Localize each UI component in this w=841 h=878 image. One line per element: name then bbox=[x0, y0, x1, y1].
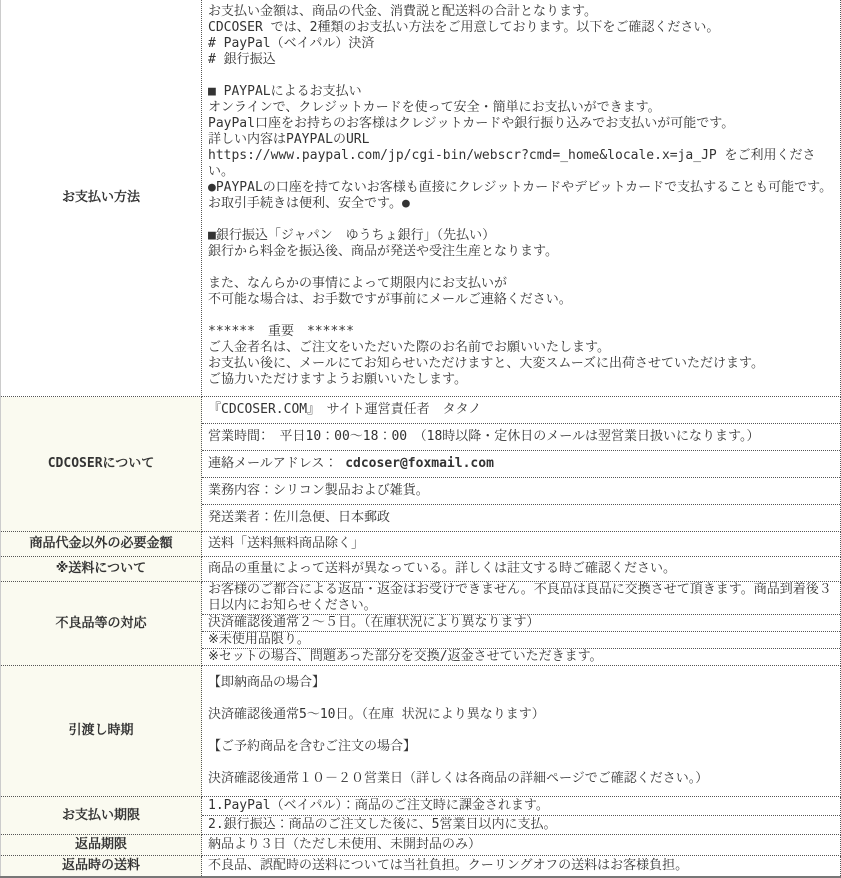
site-operator-line: 『CDCOSER.COM』 サイト運営責任者 タタノ bbox=[202, 397, 840, 424]
shipping-company-line: 発送業者：佐川急便、日本郵政 bbox=[208, 510, 391, 525]
return-deadline-text: 納品より３日（ただし未使用、未開封品のみ） bbox=[208, 837, 482, 852]
table-row-delivery-time bbox=[1, 666, 841, 797]
row-label-about-cdcoser: CDCOSERについて bbox=[1, 397, 202, 532]
contact-email-line bbox=[202, 451, 840, 478]
contact-email-label: 連絡メールアドレス： bbox=[208, 456, 338, 471]
shipping-note-text: 商品の重量によって送料が異なっている。詳しくは註文する時ご確認ください。 bbox=[208, 561, 677, 576]
return-shipping-text: 不良品、誤配時の送料については当社負担。クーリングオフの送料はお客様負担。 bbox=[208, 858, 689, 873]
table-row-payment-deadline bbox=[1, 797, 841, 835]
processing-time-line: 決済確認後通常２～５日。（在庫状況により異なります） bbox=[202, 615, 840, 632]
table-row-return-deadline bbox=[1, 835, 841, 856]
table-row-about-cdcoser bbox=[1, 397, 841, 532]
paypal-deadline-line: 1.PayPal（ベイパル）：商品のご注文時に課金されます。 bbox=[202, 797, 840, 816]
row-label-defective-items: 不良品等の対応 bbox=[1, 582, 202, 666]
row-label-extra-fees: 商品代金以外の必要金額 bbox=[1, 532, 202, 557]
row-label-return-deadline: 返品期限 bbox=[1, 835, 202, 856]
row-label-payment-method: お支払い方法 bbox=[1, 0, 202, 397]
row-label-return-shipping: 返品時の送料 bbox=[1, 856, 202, 878]
row-label-delivery-time: 引渡し時期 bbox=[1, 666, 202, 797]
bank-deadline-line: 2.銀行振込：商品のご注文した後に、5営業日以内に支払。 bbox=[208, 817, 557, 832]
extra-fees-text: 送料「送料無料商品除く」 bbox=[208, 536, 365, 551]
table-row-payment-method bbox=[1, 0, 841, 397]
table-row-defective-items bbox=[1, 582, 841, 666]
table-row-extra-fees bbox=[1, 532, 841, 557]
row-label-shipping-note: ※送料について bbox=[1, 557, 202, 582]
business-hours-line: 営業時間： 平日10：00～18：00 （18時以降・定休日のメールは翌営業日扱いになります。） bbox=[202, 424, 840, 451]
row-label-payment-deadline: お支払い期限 bbox=[1, 797, 202, 835]
business-content-line: 業務内容：シリコン製品および雑貨。 bbox=[202, 478, 840, 505]
contact-email: cdcoser@foxmail.com bbox=[345, 456, 494, 471]
set-exchange-line: ※セットの場合、問題あった部分を交換/返金させていただきます。 bbox=[208, 649, 603, 664]
table-row-return-shipping bbox=[1, 856, 841, 878]
return-policy-line: お客様のご都合による返品・返金はお受けできません。不良品は良品に交換させて頂きます。商品到着後３日以内にお知らせください。 bbox=[202, 582, 840, 615]
unused-only-line: ※未使用品限り。 bbox=[202, 632, 840, 649]
payment-method-details: お支払い金額は、商品の代金、消費説と配送料の合計となります。 CDCOSER では、2種類のお支払い方法をご用意しております。以下をご確認ください。 # PayPal（ベイパル）決済 # 銀行振込 ■ PAYPALによるお支払い オンラインで、クレジットカードを使って安全・簡単にお支払いができます。 PayPal口座をお持ちのお客様はクレジットカードや銀行振り込みでお支払いが可能です。 詳しい内容はPAYPALのURL https://www.paypal.com/jp/cgi-bin/webscr?cmd=_home&locale.x=ja_JP をご利用ください。 ●PAYPALの口座を持てないお客様も直接にクレジットカードやデビットカードで支払することも可能です。 お取引手続きは便利、安全です。● ■銀行振込「ジャパン ゆうちょ銀行」（先払い） 銀行から料金を振込後、商品が発送や受注生産となります。 また、なんらかの事情によって期限内にお支払いが 不可能な場合は、お手数ですが事前にメールご連絡ください。 ****** 重要 ****** ご入金者名は、ご注文をいただいた際のお名前でお願いいたします。 お支払い後に、メールにてお知らせいただけますと、大変スムーズに出荷させていただけます。 ご協力いただけますようお願いいたします。 bbox=[208, 4, 833, 387]
delivery-time-details: 【即納商品の場合】 決済確認後通常5～10日。（在庫 状況により異なります） 【ご予約商品を含むご注文の場合】 決済確認後通常１０－２０営業日（詳しくは各商品の詳細ページでご確認ください。） bbox=[208, 675, 709, 786]
table-row-shipping-note bbox=[1, 557, 841, 582]
